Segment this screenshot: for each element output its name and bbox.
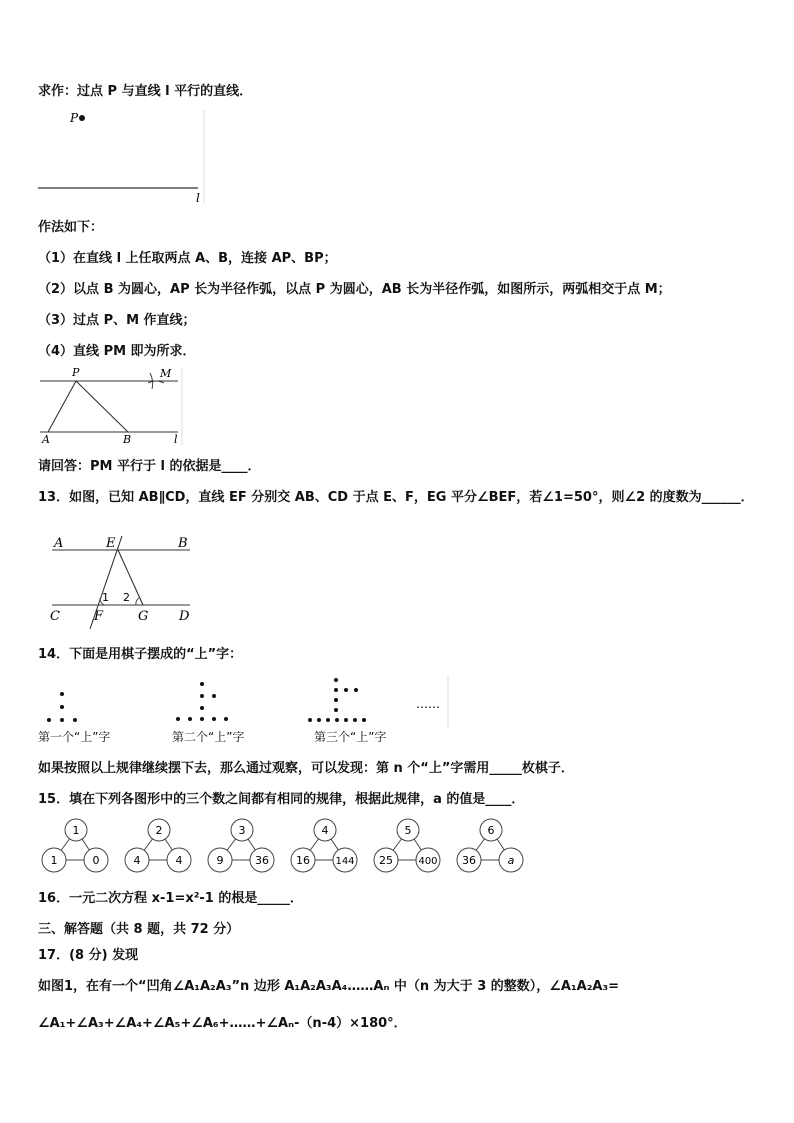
circle-group-3 bbox=[208, 819, 274, 872]
circle-group-5 bbox=[374, 819, 440, 872]
label-A: A bbox=[42, 433, 50, 446]
circle-value-top: 5 bbox=[404, 824, 412, 837]
step-1: （1）在直线 l 上任取两点 A、B，连接 AP、BP； bbox=[38, 251, 337, 266]
circle-group-6 bbox=[457, 819, 523, 872]
angle-2-label: 2 bbox=[123, 591, 130, 604]
label-B3: B bbox=[178, 536, 188, 551]
angle-1-label: 1 bbox=[102, 591, 109, 604]
circle-value-right: 4 bbox=[175, 854, 183, 867]
label-B: B bbox=[123, 433, 132, 446]
circle-value-right: 0 bbox=[92, 854, 100, 867]
label-l: l bbox=[196, 191, 200, 205]
question-13: 13．如图，已知 AB∥CD，直线 EF 分别交 AB、CD 于点 E、F，EG 平分∠BEF，若∠1=50°，则∠2 的度数为______． bbox=[38, 490, 754, 505]
question-14: 14．下面是用棋子摆成的“上”字： bbox=[38, 647, 243, 662]
circle-value-left: 36 bbox=[462, 854, 476, 867]
caption-2: 第二个“上”字 bbox=[172, 730, 245, 744]
label-P2: P bbox=[72, 366, 80, 379]
circle-value-right: 144 bbox=[335, 856, 355, 867]
question-basis: 请回答：PM 平行于 l 的依据是____． bbox=[38, 459, 261, 474]
label-l3: l bbox=[174, 433, 178, 446]
question-17-line-2: ∠A₁+∠A₃+∠A₄+∠A₅+∠A₆+……+∠Aₙ-（n-4）×180°． bbox=[38, 1016, 407, 1031]
section-3-heading: 三、解答题（共 8 题，共 72 分） bbox=[38, 922, 240, 937]
question-17: 17．(8 分) 发现 bbox=[38, 948, 139, 963]
label-P: P bbox=[70, 111, 79, 125]
circle-value-top: 6 bbox=[487, 824, 495, 837]
segment-BP bbox=[76, 381, 128, 432]
caption-1: 第一个“上”字 bbox=[38, 730, 111, 744]
pattern-1 bbox=[47, 692, 77, 722]
step-4: （4）直线 PM 即为所求． bbox=[38, 344, 196, 359]
label-D: D bbox=[179, 609, 190, 624]
circle-value-left: 9 bbox=[216, 854, 224, 867]
label-M: M bbox=[160, 367, 172, 380]
circle-value-left: 16 bbox=[296, 854, 310, 867]
circle-value-right: 400 bbox=[418, 856, 438, 867]
point-P bbox=[79, 115, 85, 121]
method-heading: 作法如下： bbox=[38, 220, 104, 235]
figure-point-line bbox=[36, 108, 208, 208]
question-14-blank: 如果按照以上规律继续摆下去，那么通过观察，可以发现：第 n 个“上”字需用_____枚棋子． bbox=[38, 761, 574, 776]
circle-group-2 bbox=[125, 819, 191, 872]
circle-value-left: 25 bbox=[379, 854, 393, 867]
step-2: （2）以点 B 为圆心，AP 长为半径作弧，以点 P 为圆心，AB 长为半径作弧，如图所示，两弧相交于点 M； bbox=[38, 282, 671, 297]
figure-chess-pattern bbox=[38, 676, 450, 728]
label-C: C bbox=[50, 609, 60, 624]
circle-value-top: 2 bbox=[155, 824, 163, 837]
question-16: 16．一元二次方程 x-1=x²-1 的根是_____． bbox=[38, 891, 303, 906]
circle-value-top: 3 bbox=[238, 824, 246, 837]
caption-3: 第三个“上”字 bbox=[314, 730, 387, 744]
circle-value-top: 1 bbox=[72, 824, 80, 837]
segment-AP bbox=[48, 381, 76, 432]
pattern-3 bbox=[308, 678, 366, 722]
circle-value-right: 36 bbox=[255, 854, 269, 867]
construction-task: 求作：过点 P 与直线 l 平行的直线． bbox=[38, 84, 253, 99]
step-3: （3）过点 P、M 作直线； bbox=[38, 313, 196, 328]
figure-construction bbox=[36, 365, 186, 447]
segment-EG bbox=[118, 550, 143, 605]
label-F: F bbox=[94, 609, 104, 624]
circle-value-left: 4 bbox=[133, 854, 141, 867]
circle-group-4 bbox=[291, 819, 357, 872]
pattern-2 bbox=[176, 682, 228, 721]
circle-value-top: 4 bbox=[321, 824, 329, 837]
question-17-line-1: 如图1，在有一个“凹角∠A₁A₂A₃”n 边形 A₁A₂A₃A₄……Aₙ 中（n 为大于 3 的整数），∠A₁A₂A₃= bbox=[38, 979, 620, 994]
label-G: G bbox=[138, 609, 149, 624]
label-A3: A bbox=[54, 536, 64, 551]
label-E: E bbox=[106, 536, 116, 551]
circle-value-left: 1 bbox=[50, 854, 58, 867]
figure-parallel-lines bbox=[40, 530, 200, 630]
question-15: 15．填在下列各图形中的三个数之间都有相同的规律，根据此规律，a 的值是____． bbox=[38, 792, 525, 807]
circle-value-right: a bbox=[507, 854, 515, 867]
pattern-ellipsis: …… bbox=[416, 697, 440, 711]
figure-number-circles bbox=[38, 818, 526, 874]
circle-group-1 bbox=[42, 819, 108, 872]
